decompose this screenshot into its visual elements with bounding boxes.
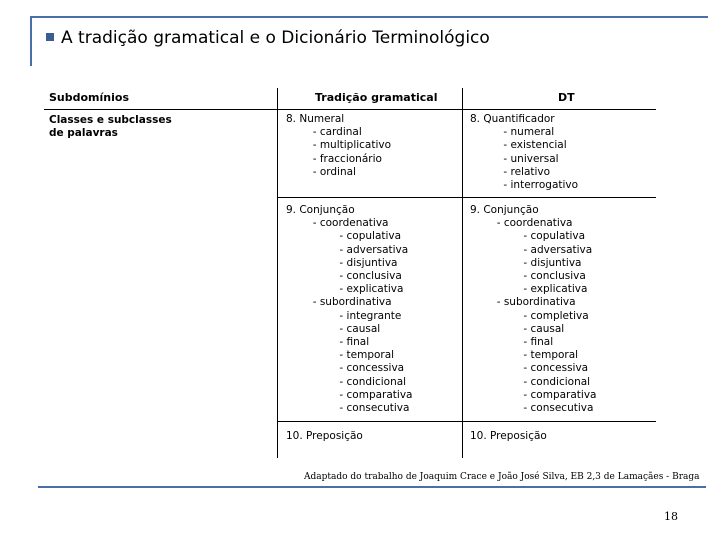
table-column-divider: [277, 88, 278, 458]
table-row-divider: [277, 421, 656, 422]
table-column-divider: [462, 88, 463, 458]
tradicao-conjuncao-cell: 9. Conjunção - coordenativa - copulativa - adversativa - disjuntiva - conclusiva - explicativa - subordinativa - integrante - causal - final - temporal - concessiva - condicional - comparativa - consecutiva: [286, 204, 413, 415]
header-subdominios: Subdomínios: [49, 91, 129, 104]
page-title-text: A tradição gramatical e o Dicionário Terminológico: [61, 28, 490, 48]
table-header-rule: [44, 109, 656, 110]
dt-conjuncao-cell: 9. Conjunção - coordenativa - copulativa - adversativa - disjuntiva - conclusiva - explicativa - subordinativa - completiva - causal - final - temporal - concessiva - condicional - comparativa - consecutiva: [470, 204, 597, 415]
tradicao-numeral-cell: 8. Numeral - cardinal - multiplicativo - fraccionário - ordinal: [286, 113, 392, 178]
tradicao-preposicao-cell: 10. Preposição: [286, 430, 363, 442]
footer-rule: [38, 486, 706, 488]
dt-preposicao-cell: 10. Preposição: [470, 430, 547, 442]
table-row-divider: [277, 197, 656, 198]
source-credit: Adaptado do trabalho de Joaquim Crace e João José Silva, EB 2,3 de Lamaçães - Braga: [304, 472, 700, 482]
header-dt: DT: [558, 91, 575, 104]
page-number: 18: [664, 510, 678, 523]
title-bar: [30, 16, 708, 66]
header-tradicao: Tradição gramatical: [315, 91, 438, 104]
square-bullet-icon: [46, 33, 54, 41]
dt-quantificador-cell: 8. Quantificador - numeral - existencial - universal - relativo - interrogativo: [470, 113, 579, 192]
subdomain-cell: Classes e subclasses de palavras: [49, 114, 172, 140]
page-title: [46, 28, 490, 48]
